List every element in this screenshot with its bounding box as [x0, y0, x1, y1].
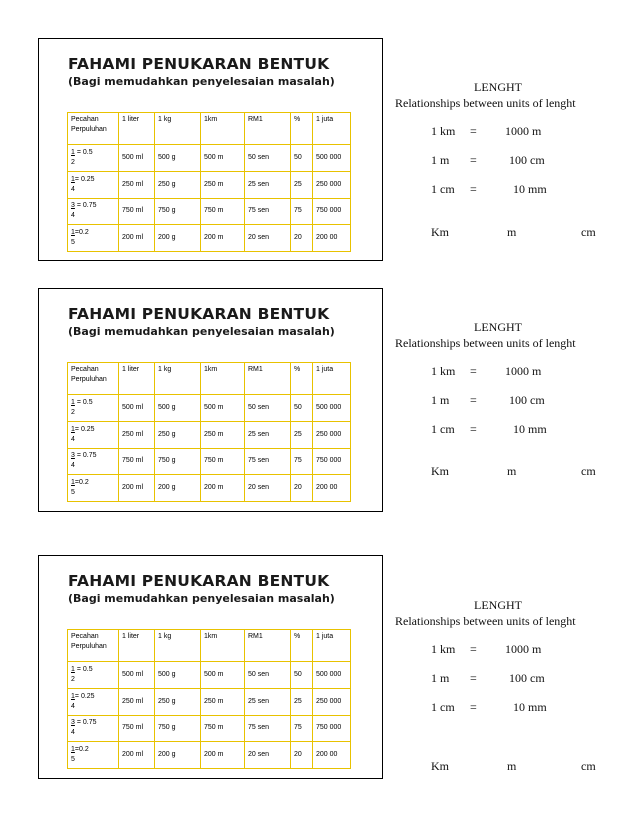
- card-title: FAHAMI PENUKARAN BENTUK: [68, 572, 330, 590]
- length-panel-2: LENGHT Relationships between units of lenght 1 km = 1000 m 1 m = 100 cm 1 cm = 10 mm Km m cm: [393, 320, 603, 480]
- table-cell: 250 ml: [119, 421, 155, 448]
- header-cell: 1 liter: [119, 630, 155, 662]
- fraction-cell: 3 = 0.75 4: [68, 448, 119, 475]
- fraction-cell: 3 = 0.75 4: [68, 715, 119, 742]
- table-cell: 25 sen: [245, 688, 291, 715]
- table-cell: 500 ml: [119, 395, 155, 422]
- fraction-cell: 1=0.2 5: [68, 475, 119, 502]
- fraction-cell: 1=0.2 5: [68, 742, 119, 769]
- card-subtitle: (Bagi memudahkan penyelesaian masalah): [68, 325, 335, 338]
- fraction-cell: 1= 0.25 4: [68, 688, 119, 715]
- length-title: LENGHT: [474, 598, 522, 612]
- table-cell: 750 g: [155, 715, 201, 742]
- table-cell: 25 sen: [245, 421, 291, 448]
- table-cell: 75 sen: [245, 448, 291, 475]
- table-cell: 75: [291, 448, 313, 475]
- table-row: [68, 198, 351, 225]
- table-cell: 750 ml: [119, 448, 155, 475]
- length-subtitle: Relationships between units of lenght: [395, 96, 576, 110]
- table-row: [68, 145, 351, 172]
- length-title: LENGHT: [474, 80, 522, 94]
- header-cell: RM1: [245, 363, 291, 395]
- table-cell: 75 sen: [245, 198, 291, 225]
- table-cell: 20 sen: [245, 225, 291, 252]
- table-cell: 250 m: [201, 171, 245, 198]
- table-cell: 75: [291, 198, 313, 225]
- conversion-table: [67, 629, 351, 769]
- header-cell: 1 juta: [313, 630, 351, 662]
- table-cell: 750 g: [155, 448, 201, 475]
- table-cell: 500 000: [313, 662, 351, 689]
- card-title: FAHAMI PENUKARAN BENTUK: [68, 305, 330, 323]
- table-cell: 25: [291, 171, 313, 198]
- conversion-card-1: [38, 38, 383, 261]
- table-cell: 20 sen: [245, 742, 291, 769]
- header-cell: Pecahan Perpuluhan: [68, 630, 119, 662]
- table-cell: 750 g: [155, 198, 201, 225]
- table-cell: 20: [291, 225, 313, 252]
- table-cell: 50: [291, 662, 313, 689]
- table-cell: 250 ml: [119, 171, 155, 198]
- table-cell: 50 sen: [245, 145, 291, 172]
- table-row: [68, 475, 351, 502]
- table-cell: 500 m: [201, 395, 245, 422]
- table-row: [68, 171, 351, 198]
- table-cell: 20 sen: [245, 475, 291, 502]
- table-cell: 200 00: [313, 225, 351, 252]
- card-subtitle: (Bagi memudahkan penyelesaian masalah): [68, 75, 335, 88]
- table-cell: 25: [291, 421, 313, 448]
- header-cell: 1 liter: [119, 113, 155, 145]
- table-cell: 200 g: [155, 475, 201, 502]
- length-title: LENGHT: [474, 320, 522, 334]
- table-cell: 750 ml: [119, 198, 155, 225]
- table-cell: 50: [291, 145, 313, 172]
- header-cell: 1km: [201, 363, 245, 395]
- table-cell: 500 g: [155, 395, 201, 422]
- header-cell: %: [291, 363, 313, 395]
- table-cell: 250 000: [313, 688, 351, 715]
- table-cell: 250 g: [155, 688, 201, 715]
- table-cell: 200 g: [155, 225, 201, 252]
- conversion-table: [67, 362, 351, 502]
- header-cell: 1 kg: [155, 630, 201, 662]
- conversion-card-2: [38, 288, 383, 512]
- table-cell: 500 ml: [119, 662, 155, 689]
- table-cell: 750 000: [313, 198, 351, 225]
- table-cell: 500 m: [201, 662, 245, 689]
- length-panel-3: LENGHT Relationships between units of lenght 1 km = 1000 m 1 m = 100 cm 1 cm = 10 mm Km m cm: [393, 598, 603, 778]
- table-header-row: [68, 113, 351, 145]
- table-cell: 200 m: [201, 475, 245, 502]
- length-subtitle: Relationships between units of lenght: [395, 336, 576, 350]
- table-cell: 20: [291, 475, 313, 502]
- fraction-cell: 1 = 0.5 2: [68, 145, 119, 172]
- table-cell: 50: [291, 395, 313, 422]
- table-cell: 75: [291, 715, 313, 742]
- table-cell: 500 g: [155, 662, 201, 689]
- units-row: Km m cm: [431, 759, 596, 773]
- table-cell: 200 00: [313, 742, 351, 769]
- fraction-cell: 3 = 0.75 4: [68, 198, 119, 225]
- header-cell: 1km: [201, 113, 245, 145]
- header-cell: 1 juta: [313, 363, 351, 395]
- header-cell: 1 juta: [313, 113, 351, 145]
- table-row: [68, 688, 351, 715]
- table-cell: 750 m: [201, 448, 245, 475]
- table-cell: 500 000: [313, 395, 351, 422]
- table-cell: 750 ml: [119, 715, 155, 742]
- header-cell: %: [291, 630, 313, 662]
- table-cell: 250 000: [313, 421, 351, 448]
- fraction-cell: 1= 0.25 4: [68, 171, 119, 198]
- fraction-cell: 1 = 0.5 2: [68, 395, 119, 422]
- table-cell: 750 000: [313, 715, 351, 742]
- table-cell: 250 ml: [119, 688, 155, 715]
- table-cell: 200 m: [201, 225, 245, 252]
- table-header-row: [68, 630, 351, 662]
- fraction-cell: 1= 0.25 4: [68, 421, 119, 448]
- header-cell: %: [291, 113, 313, 145]
- table-cell: 200 ml: [119, 225, 155, 252]
- table-cell: 200 ml: [119, 742, 155, 769]
- card-title: FAHAMI PENUKARAN BENTUK: [68, 55, 330, 73]
- header-cell: 1 kg: [155, 363, 201, 395]
- table-row: [68, 715, 351, 742]
- table-cell: 250 m: [201, 688, 245, 715]
- table-row: [68, 448, 351, 475]
- table-cell: 200 ml: [119, 475, 155, 502]
- header-cell: RM1: [245, 630, 291, 662]
- table-header-row: [68, 363, 351, 395]
- table-row: [68, 662, 351, 689]
- table-cell: 500 ml: [119, 145, 155, 172]
- table-cell: 200 g: [155, 742, 201, 769]
- table-cell: 20: [291, 742, 313, 769]
- table-cell: 25: [291, 688, 313, 715]
- fraction-cell: 1=0.2 5: [68, 225, 119, 252]
- units-row: Km m cm: [431, 225, 596, 239]
- header-cell: RM1: [245, 113, 291, 145]
- table-cell: 250 g: [155, 421, 201, 448]
- table-cell: 500 000: [313, 145, 351, 172]
- table-cell: 25 sen: [245, 171, 291, 198]
- header-cell: 1 liter: [119, 363, 155, 395]
- length-panel-1: LENGHT Relationships between units of lenght 1 km = 1000 m 1 m = 100 cm 1 cm = 10 mm Km m cm: [393, 80, 603, 240]
- table-cell: 250 m: [201, 421, 245, 448]
- length-subtitle: Relationships between units of lenght: [395, 614, 576, 628]
- conversion-table: [67, 112, 351, 252]
- card-subtitle: (Bagi memudahkan penyelesaian masalah): [68, 592, 335, 605]
- table-cell: 250 000: [313, 171, 351, 198]
- table-row: [68, 742, 351, 769]
- table-row: [68, 421, 351, 448]
- table-cell: 200 m: [201, 742, 245, 769]
- table-row: [68, 225, 351, 252]
- table-cell: 250 g: [155, 171, 201, 198]
- header-cell: 1 kg: [155, 113, 201, 145]
- table-cell: 750 000: [313, 448, 351, 475]
- header-cell: 1km: [201, 630, 245, 662]
- table-cell: 750 m: [201, 198, 245, 225]
- table-cell: 50 sen: [245, 395, 291, 422]
- table-cell: 500 m: [201, 145, 245, 172]
- fraction-cell: 1 = 0.5 2: [68, 662, 119, 689]
- table-cell: 500 g: [155, 145, 201, 172]
- header-cell: Pecahan Perpuluhan: [68, 113, 119, 145]
- conversion-card-3: [38, 555, 383, 779]
- units-row: Km m cm: [431, 464, 596, 478]
- table-cell: 75 sen: [245, 715, 291, 742]
- table-cell: 200 00: [313, 475, 351, 502]
- table-cell: 750 m: [201, 715, 245, 742]
- table-cell: 50 sen: [245, 662, 291, 689]
- header-cell: Pecahan Perpuluhan: [68, 363, 119, 395]
- table-row: [68, 395, 351, 422]
